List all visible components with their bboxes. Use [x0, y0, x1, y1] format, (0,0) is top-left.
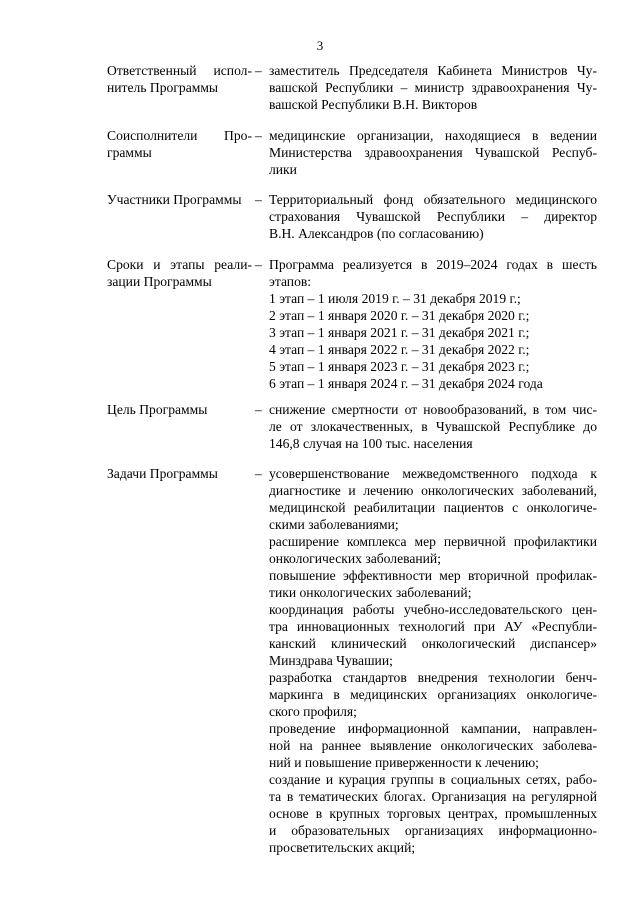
row-label: Соисполнители Про- граммы [107, 128, 252, 160]
row-label: Задачи Программы [107, 466, 218, 481]
row-value: снижение смертности от новообразований, в том чис- ле от злокачественных, в Чувашской Республике до 146,8 случая на 100 тыс. населения [269, 402, 597, 451]
dash: – [255, 257, 262, 272]
row-value: Территориальный фонд обязательного медицинского страхования Чувашской Республики – директор В.Н. Александров (по согласованию) [269, 192, 597, 241]
row-label: Цель Программы [107, 402, 208, 417]
row-label: Участники Программы [107, 192, 242, 207]
dash: – [255, 63, 262, 78]
row-value: Программа реализуется в 2019–2024 годах в шесть этапов: 1 этап – 1 июля 2019 г. – 31 декабря 2019 г.; 2 этап – 1 января 2020 г. – 31 декабря 2020 г.; 3 этап – 1 января 2021 г. – 31 декабря 2021 г.; 4 этап – 1 января 2022 г. – 31 декабря 2022 г.; 5 этап – 1 января 2023 г. – 31 декабря 2023 г.; 6 этап – 1 января 2024 г. – 31 декабря 2024 года [269, 257, 597, 391]
dash: – [255, 402, 262, 417]
row-value: заместитель Председателя Кабинета Министров Чу- вашской Республики – министр здравоохранения Чу- вашской Республики В.Н. Викторов [269, 63, 597, 112]
dash: – [255, 466, 262, 481]
row-label: Ответственный испол- нитель Программы [107, 63, 252, 95]
page-number: 3 [316, 38, 324, 53]
row-value: усовершенствование межведомственного подхода к диагностике и лечению онкологических заболеваний, медицинской реабилитации пациентов с онкологиче- скими заболеваниями; расширение комплекса мер первичной профилактики онкологических заболеваний; повышение эффективности мер вторичной профилак- тики онкологических заболеваний; координация работы учебно-исследовательского цен- тра инновационных технологий при АУ «Республи- канский клинический онкологический диспансер» Минздрава Чувашии; разработка стандартов внедрения технологии бенч- маркинга в медицинских организациях онкологиче- ского профиля; проведение информационной кампании, направлен- ной на раннее выявление онкологических заболева- ний и повышение приверженности к лечению; создание и курация группы в социальных сетях, рабо- та в тематических блогах. Организация на регулярной основе в крупных торговых центрах, промышленных и образовательных организациях информационно- просветительских акций; [269, 466, 597, 855]
dash: – [255, 128, 262, 143]
row-label: Сроки и этапы реали- зации Программы [107, 257, 252, 289]
dash: – [255, 192, 262, 207]
row-value: медицинские организации, находящиеся в ведении Министерства здравоохранения Чувашской Респуб- лики [269, 128, 597, 177]
